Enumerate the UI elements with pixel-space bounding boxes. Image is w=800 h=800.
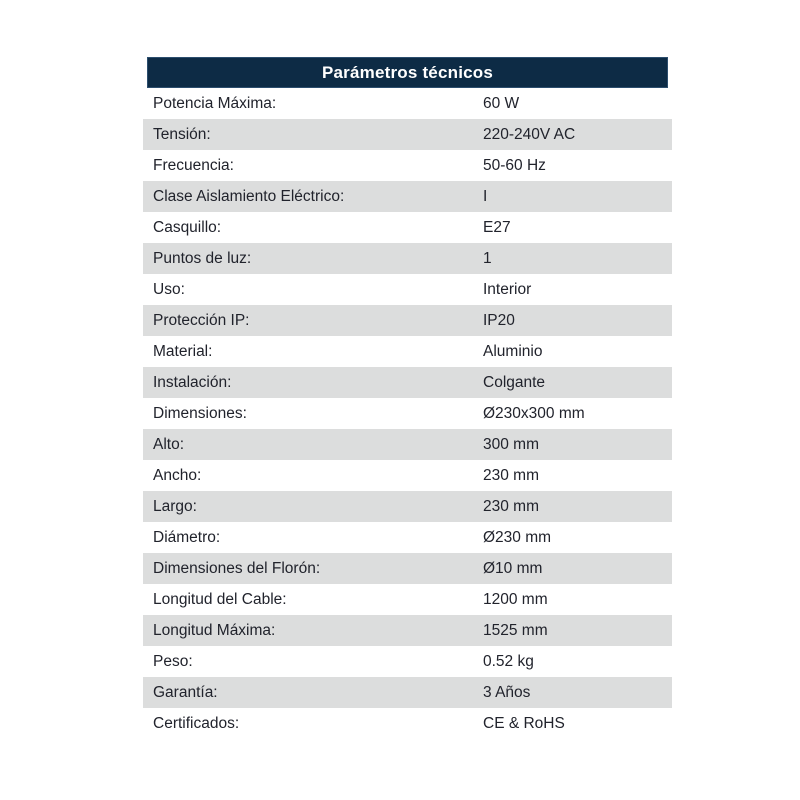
table-row (143, 584, 672, 615)
table-row (143, 398, 672, 429)
row-label: Potencia Máxima: (153, 94, 277, 112)
technical-parameters-table (143, 57, 672, 739)
table-row (143, 212, 672, 243)
row-value: Ø230x300 mm (483, 404, 585, 422)
row-value: E27 (483, 218, 511, 236)
table-row (143, 150, 672, 181)
row-label: Largo: (153, 497, 197, 515)
row-label: Certificados: (153, 714, 240, 732)
table-row (143, 88, 672, 119)
row-value: Ø10 mm (483, 559, 543, 577)
row-value: Aluminio (483, 342, 543, 360)
row-label: Frecuencia: (153, 156, 234, 174)
row-value: 1200 mm (483, 590, 548, 608)
table-row (143, 615, 672, 646)
row-label: Peso: (153, 652, 193, 670)
table-row (143, 243, 672, 274)
row-label: Longitud Máxima: (153, 621, 276, 639)
row-label: Casquillo: (153, 218, 222, 236)
row-label: Longitud del Cable: (153, 590, 287, 608)
row-value: 0.52 kg (483, 652, 534, 670)
row-value: 220-240V AC (483, 125, 576, 143)
table-row (143, 336, 672, 367)
table-row (143, 553, 672, 584)
row-label: Dimensiones del Florón: (153, 559, 321, 577)
row-label: Dimensiones: (153, 404, 247, 422)
row-label: Garantía: (153, 683, 218, 701)
row-label: Instalación: (153, 373, 232, 391)
row-value: Colgante (483, 373, 546, 391)
table-row (143, 367, 672, 398)
row-value: 230 mm (483, 497, 539, 515)
table-row (143, 677, 672, 708)
row-value: 230 mm (483, 466, 539, 484)
row-value: I (483, 187, 488, 205)
row-label: Alto: (153, 435, 185, 453)
row-value: Interior (483, 280, 532, 298)
table-row (143, 181, 672, 212)
row-value: Ø230 mm (483, 528, 552, 546)
table-row (143, 429, 672, 460)
row-label: Diámetro: (153, 528, 221, 546)
row-label: Protección IP: (153, 311, 250, 329)
row-value: 3 Años (483, 683, 531, 701)
table-title: Parámetros técnicos (147, 57, 668, 88)
row-value: 60 W (483, 94, 520, 112)
row-value: IP20 (483, 311, 515, 329)
row-value: 300 mm (483, 435, 539, 453)
row-label: Clase Aislamiento Eléctrico: (153, 187, 345, 205)
row-label: Tensión: (153, 125, 211, 143)
table-row (143, 119, 672, 150)
table-row (143, 460, 672, 491)
row-label: Uso: (153, 280, 185, 298)
row-label: Material: (153, 342, 213, 360)
row-value: 50-60 Hz (483, 156, 546, 174)
table-row (143, 708, 672, 739)
row-value: 1 (483, 249, 492, 267)
table-row (143, 646, 672, 677)
table-row (143, 491, 672, 522)
table-row (143, 305, 672, 336)
row-value: 1525 mm (483, 621, 548, 639)
row-label: Puntos de luz: (153, 249, 252, 267)
table-row (143, 522, 672, 553)
table-body (143, 88, 672, 739)
table-row (143, 274, 672, 305)
row-label: Ancho: (153, 466, 202, 484)
row-value: CE & RoHS (483, 714, 565, 732)
